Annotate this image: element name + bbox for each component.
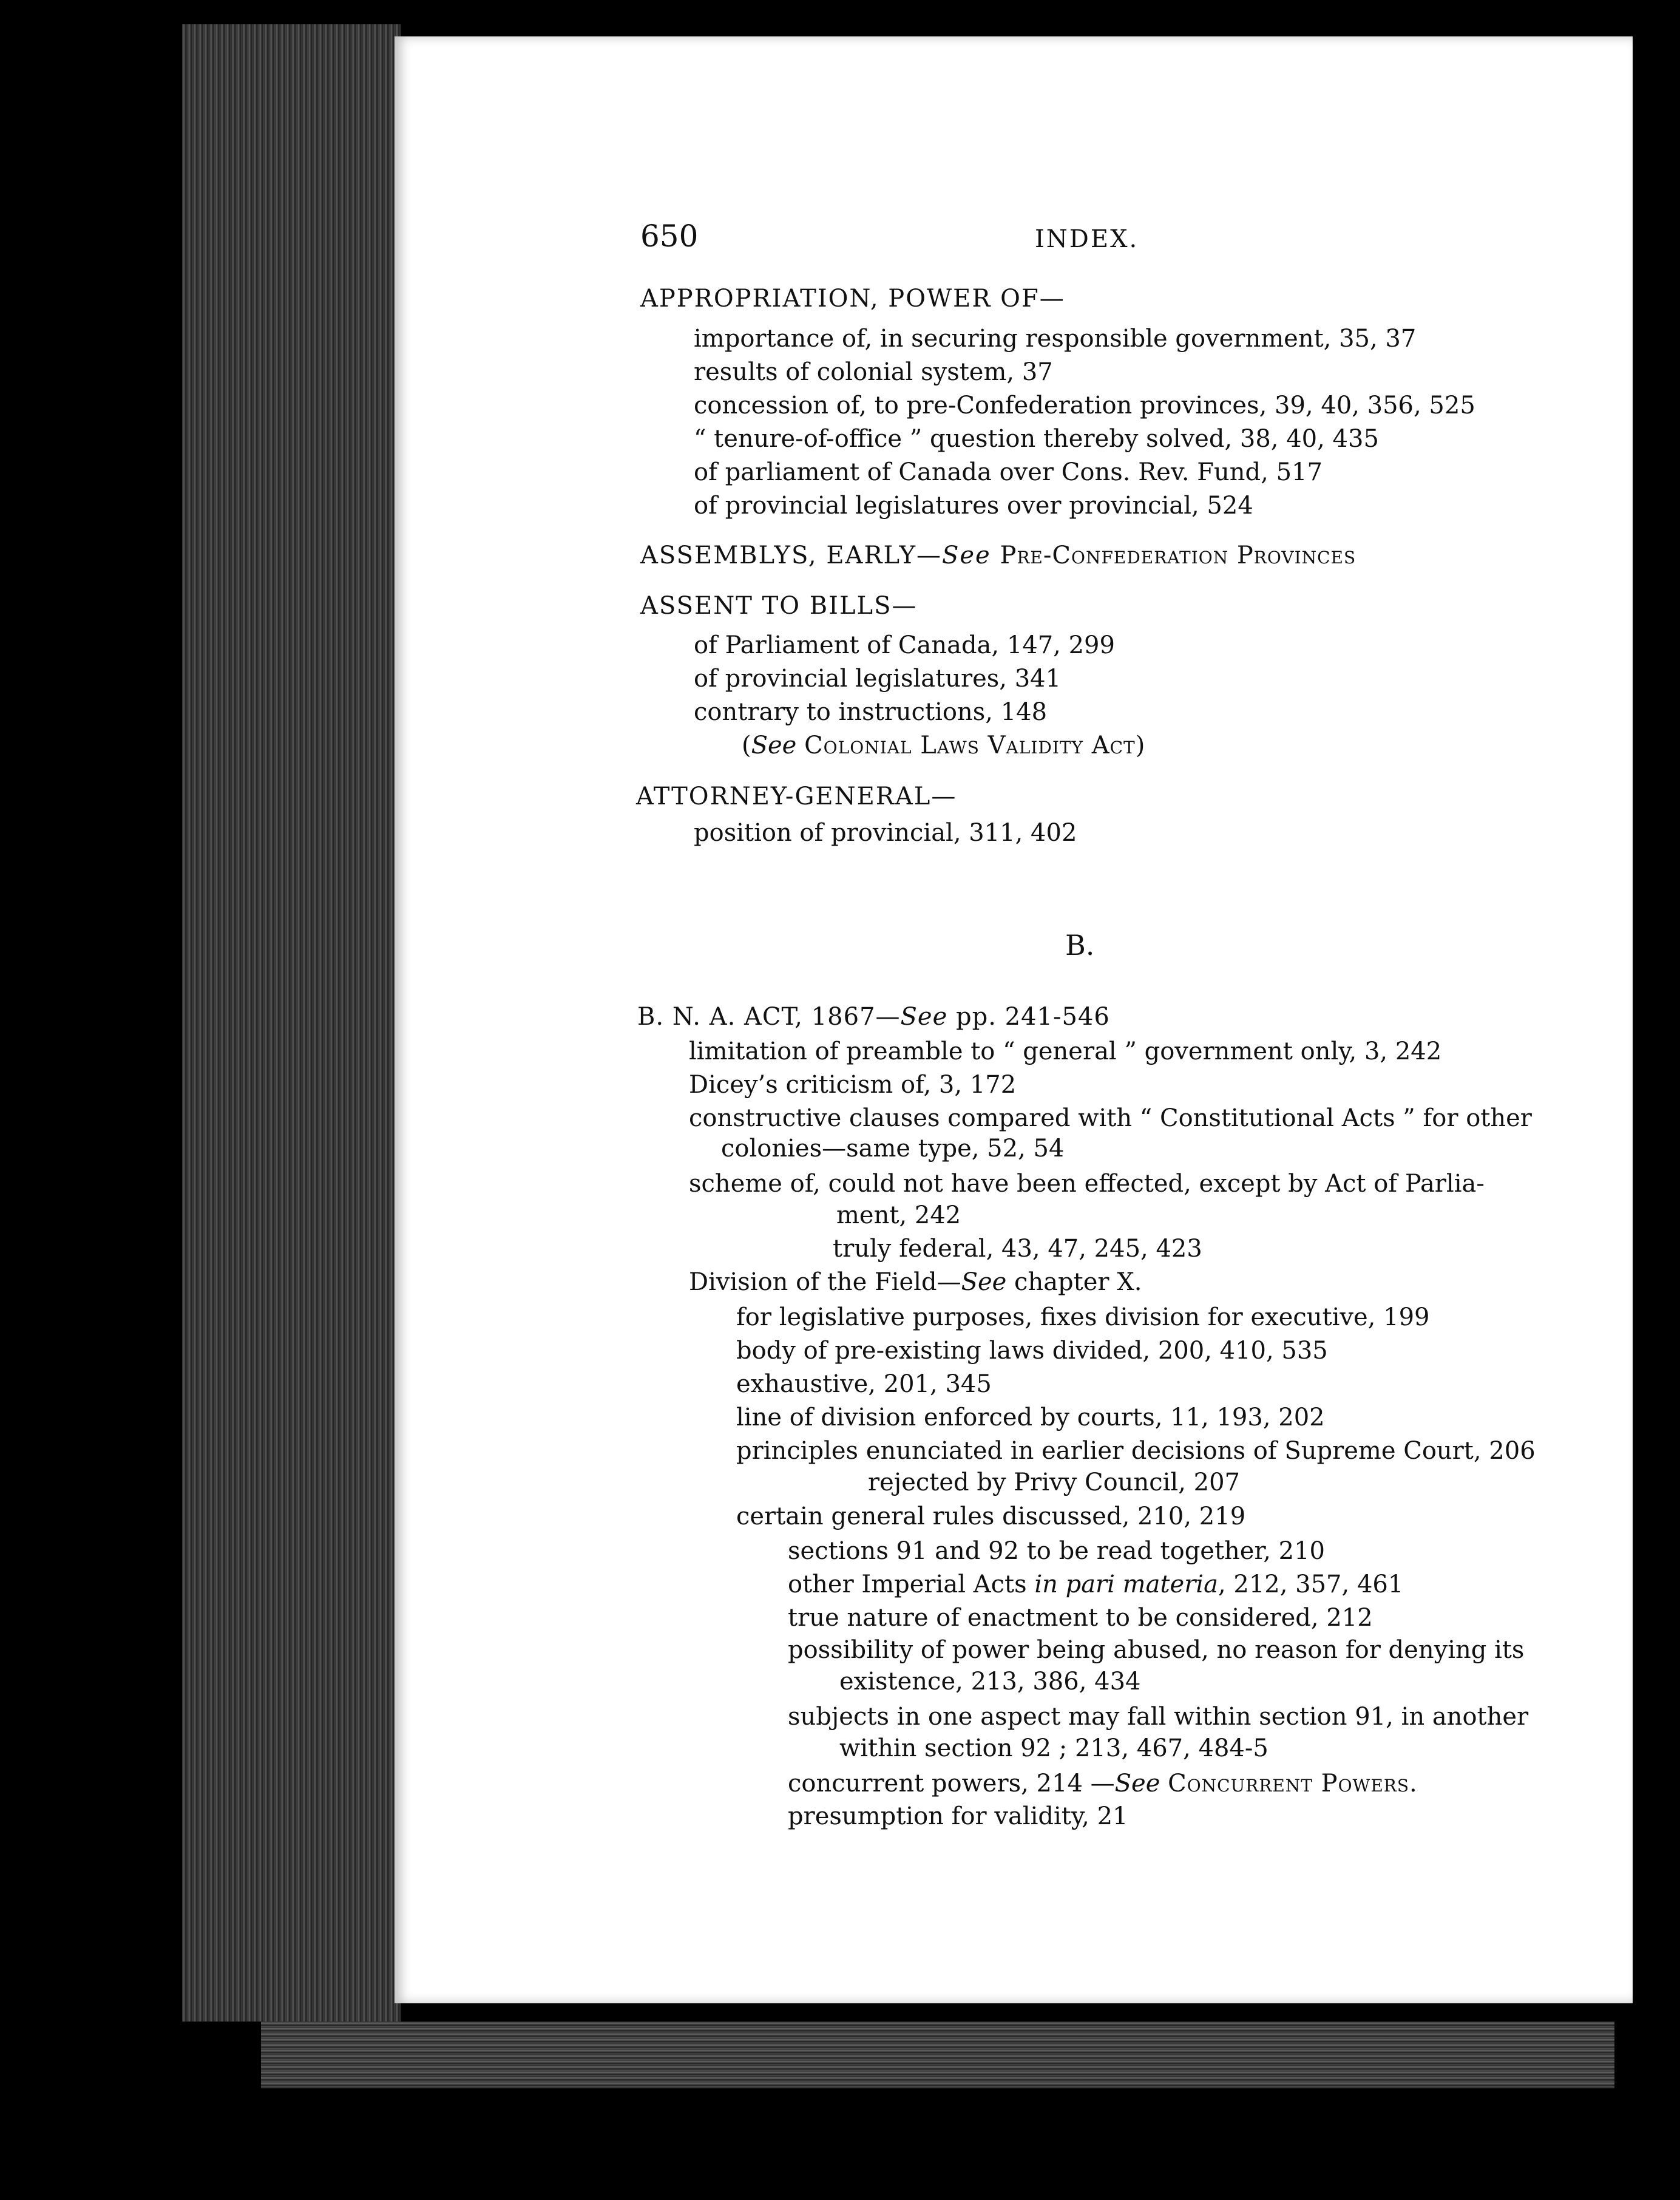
entry-heading-bna-act: B. N. A. ACT, 1867—See pp. 241-546	[637, 1003, 1110, 1031]
latin-phrase: in pari materia	[1034, 1570, 1218, 1598]
index-line: rejected by Privy Council, 207	[868, 1468, 1240, 1496]
cross-reference: Colonial Laws Validity Act	[804, 732, 1136, 759]
entry-heading-assent: ASSENT TO BILLS—	[640, 592, 918, 620]
heading-text: ASSEMBLYS, EARLY—	[640, 542, 942, 569]
index-line: principles enunciated in earlier decisions of Supreme Court, 206	[736, 1437, 1536, 1465]
see-label: See	[900, 1003, 948, 1031]
index-line: of provincial legislatures, 341	[694, 665, 1062, 693]
book-bottom-edges	[261, 2022, 1614, 2088]
index-line: certain general rules discussed, 210, 219	[736, 1502, 1246, 1530]
page-number: 650	[640, 219, 699, 254]
index-line: body of pre-existing laws divided, 200, 410, 535	[736, 1337, 1328, 1365]
index-line: of Parliament of Canada, 147, 299	[694, 631, 1115, 659]
see-label: See	[751, 732, 797, 759]
index-line: line of division enforced by courts, 11, 193, 202	[736, 1404, 1325, 1431]
index-line: existence, 213, 386, 434	[839, 1668, 1141, 1696]
index-line: within section 92 ; 213, 467, 484-5	[839, 1734, 1268, 1762]
see-label: See	[961, 1268, 1007, 1296]
entry-heading-appropriation: APPROPRIATION, POWER OF—	[640, 285, 1065, 313]
index-line: limitation of preamble to “ general ” government only, 3, 242	[689, 1037, 1442, 1065]
index-line: truly federal, 43, 47, 245, 423	[833, 1235, 1202, 1263]
index-line: subjects in one aspect may fall within section 91, in another	[788, 1703, 1529, 1731]
index-line: presumption for validity, 21	[788, 1802, 1128, 1830]
index-line: results of colonial system, 37	[694, 358, 1053, 386]
book-page-edges	[182, 24, 401, 2022]
index-line: “ tenure-of-office ” question thereby solved, 38, 40, 435	[694, 425, 1379, 453]
entry-heading-assemblys	[640, 543, 1356, 568]
index-line: Dicey’s criticism of, 3, 172	[689, 1071, 1017, 1099]
index-line: contrary to instructions, 148	[694, 698, 1048, 726]
index-line: importance of, in securing responsible government, 35, 37	[694, 325, 1417, 353]
index-line: of provincial legislatures over provincial, 524	[694, 492, 1253, 520]
index-line: exhaustive, 201, 345	[736, 1370, 992, 1398]
see-label: See	[1114, 1770, 1160, 1798]
index-line: other Imperial Acts in pari materia, 212, 357, 461	[788, 1570, 1404, 1598]
entry-heading-attorney: ATTORNEY-GENERAL—	[636, 783, 957, 810]
see-label: See	[941, 542, 991, 569]
index-line: possibility of power being abused, no reason for denying its	[788, 1636, 1525, 1664]
index-line: scheme of, could not have been effected, except by Act of Parlia-	[689, 1170, 1485, 1198]
index-line: constructive clauses compared with “ Constitutional Acts ” for other	[689, 1104, 1532, 1132]
index-line: ment, 242	[836, 1201, 961, 1229]
index-line: sections 91 and 92 to be read together, 210	[788, 1537, 1325, 1565]
index-line: concurrent powers, 214 —See Concurrent Powers.	[788, 1770, 1418, 1798]
cross-reference: Pre-Confederation Provinces	[1000, 542, 1357, 569]
index-line: position of provincial, 311, 402	[694, 819, 1077, 847]
section-letter: B.	[1065, 929, 1095, 962]
index-line: for legislative purposes, fixes division for executive, 199	[736, 1303, 1430, 1331]
index-line: colonies—same type, 52, 54	[721, 1135, 1065, 1163]
index-line: of parliament of Canada over Cons. Rev. Fund, 517	[694, 458, 1323, 486]
index-line: concession of, to pre-Confederation provinces, 39, 40, 356, 525	[694, 392, 1475, 419]
subentry-division-of-field: Division of the Field—See chapter X.	[689, 1268, 1142, 1296]
index-line: true nature of enactment to be considered, 212	[788, 1604, 1373, 1632]
cross-reference: Concurrent Powers.	[1168, 1770, 1418, 1798]
see-also-line: (See Colonial Laws Validity Act)	[742, 732, 1145, 759]
page-title: INDEX.	[1035, 225, 1139, 253]
